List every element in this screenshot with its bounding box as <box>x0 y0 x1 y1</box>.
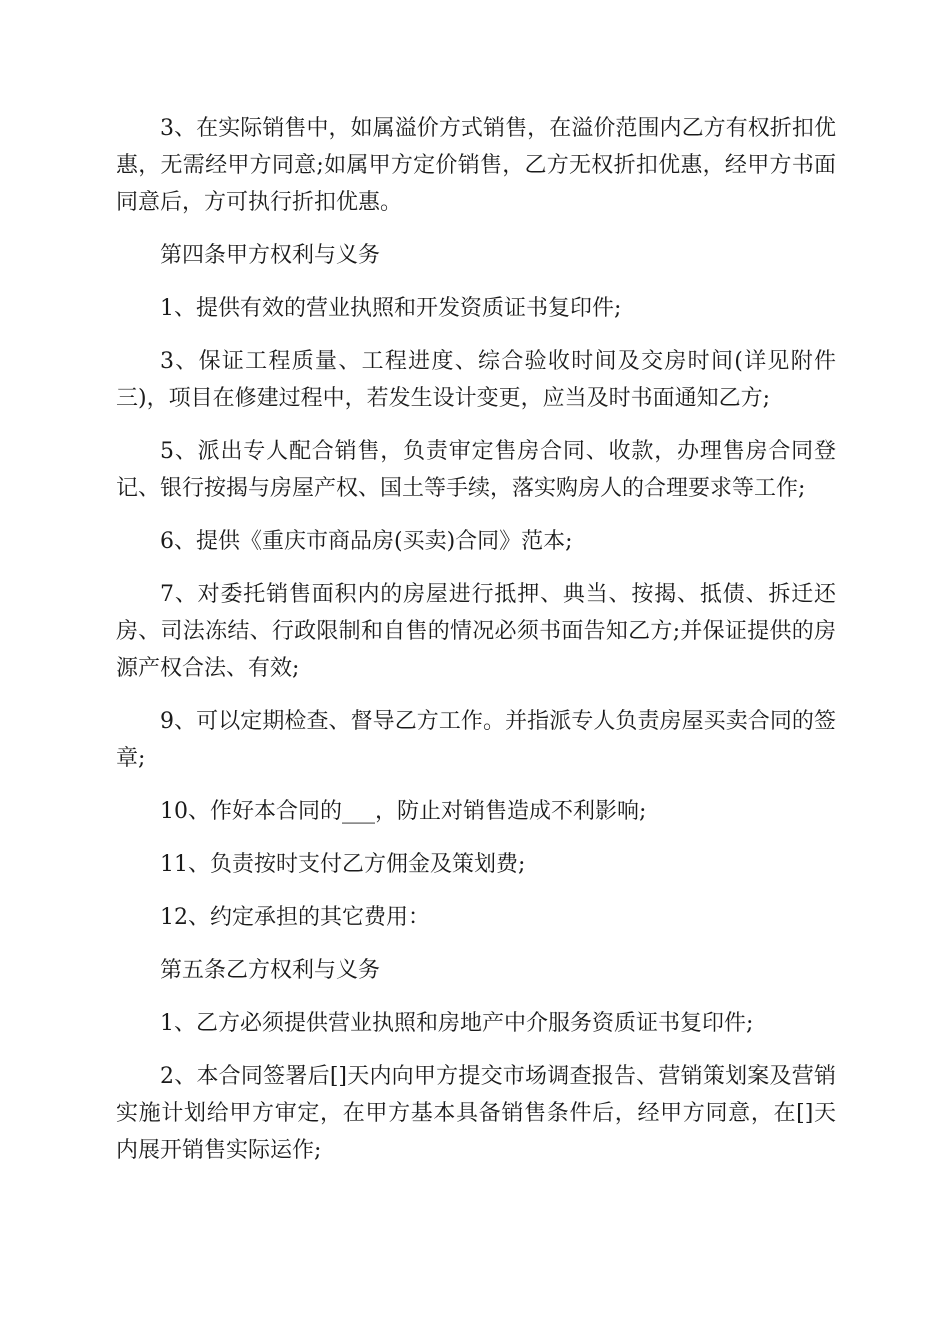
paragraph-sales-staff: 5、派出专人配合销售，负责审定售房合同、收款，办理售房合同登记、银行按揭与房屋产权、国土等手续，落实购房人的合理要求等工作; <box>116 439 836 501</box>
paragraph-contract-template: 6、提供《重庆市商品房(买卖)合同》范本; <box>160 529 573 554</box>
paragraph-contract-blank: 10、作好本合同的___，防止对销售造成不利影响; <box>160 799 647 824</box>
paragraph-quality-schedule: 3、保证工程质量、工程进度、综合验收时间及交房时间(详见附件三)，项目在修建过程中，若发生设计变更，应当及时书面通知乙方; <box>116 349 836 411</box>
paragraph-inspection: 9、可以定期检查、督导乙方工作。并指派专人负责房屋买卖合同的签章; <box>116 709 836 771</box>
paragraph-premium-discount: 3、在实际销售中，如属溢价方式销售，在溢价范围内乙方有权折扣优惠，无需经甲方同意;如属甲方定价销售，乙方无权折扣优惠，经甲方书面同意后，方可执行折扣优惠。 <box>116 116 836 215</box>
paragraph-agent-license: 1、乙方必须提供营业执照和房地产中介服务资质证书复印件; <box>160 1011 754 1036</box>
section-heading-article-4: 第四条甲方权利与义务 <box>160 243 381 268</box>
paragraph-market-report: 2、本合同签署后[]天内向甲方提交市场调查报告、营销策划案及营销实施计划给甲方审定，在甲方基本具备销售条件后，经甲方同意，在[]天内展开销售实际运作; <box>116 1064 836 1163</box>
paragraph-commission: 11、负责按时支付乙方佣金及策划费; <box>160 852 526 877</box>
paragraph-other-fees: 12、约定承担的其它费用： <box>160 905 430 930</box>
paragraph-mortgage-disclosure: 7、对委托销售面积内的房屋进行抵押、典当、按揭、抵债、拆迁还房、司法冻结、行政限制和自售的情况必须书面告知乙方;并保证提供的房源产权合法、有效; <box>116 582 836 681</box>
paragraph-business-license: 1、提供有效的营业执照和开发资质证书复印件; <box>160 296 622 321</box>
document-body <box>116 110 836 1185</box>
section-heading-article-5: 第五条乙方权利与义务 <box>160 958 381 983</box>
